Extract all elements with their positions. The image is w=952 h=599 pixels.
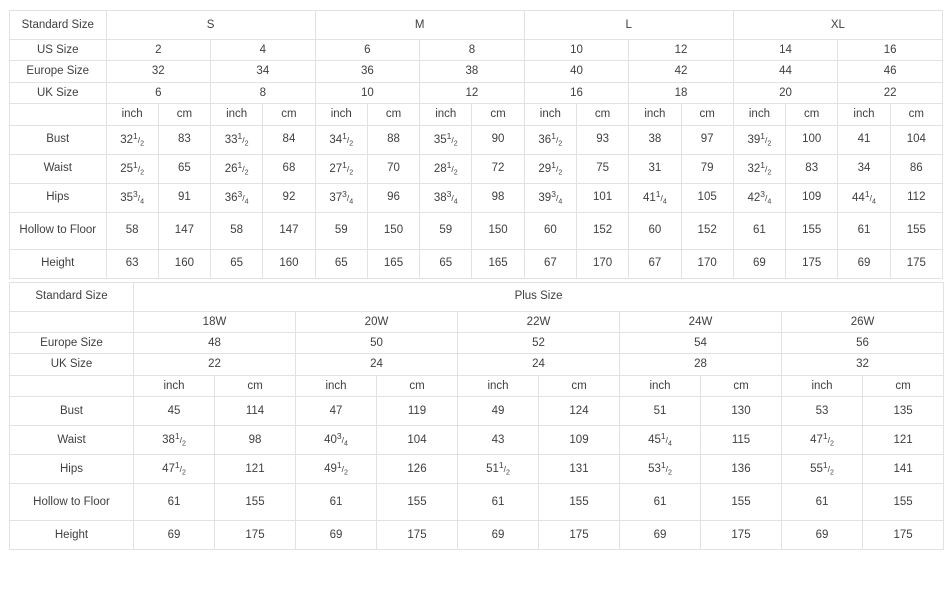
- table-row-units: [10, 104, 943, 125]
- table-row: [10, 397, 944, 426]
- measure-cell: 152: [576, 212, 628, 249]
- uk-size-cell: 8: [211, 82, 316, 103]
- measure-cell: 53: [782, 397, 863, 426]
- measure-cell: 47: [296, 397, 377, 426]
- measure-cell: 100: [786, 125, 838, 154]
- measure-cell: $37^3/_4$: [315, 183, 367, 212]
- measure-cell: $34^1/_2$: [315, 125, 367, 154]
- measure-cell: 109: [539, 426, 620, 455]
- measure-cell: $51^1/_2$: [458, 455, 539, 484]
- plus-size-24w: 24W: [620, 311, 782, 332]
- us-size-cell: 12: [629, 40, 734, 61]
- measure-cell: 175: [863, 521, 944, 550]
- measure-cell: 155: [890, 212, 942, 249]
- measure-cell: 63: [106, 249, 158, 278]
- table-row-plus-europe-size: [10, 332, 944, 353]
- uk-size-cell: 24: [296, 354, 458, 375]
- measure-cell: 170: [681, 249, 733, 278]
- measure-cell: 175: [215, 521, 296, 550]
- row-label-bust-plus: Bust: [10, 397, 134, 426]
- measure-cell: 104: [890, 125, 942, 154]
- measure-cell: 60: [629, 212, 681, 249]
- measure-cell: $49^1/_2$: [296, 455, 377, 484]
- unit-cm: cm: [701, 375, 782, 396]
- measure-cell: 155: [377, 484, 458, 521]
- measure-cell: $40^3/_4$: [296, 426, 377, 455]
- europe-size-cell: 36: [315, 61, 420, 82]
- measure-cell: 155: [863, 484, 944, 521]
- measure-cell: 165: [472, 249, 524, 278]
- measure-cell: 70: [367, 154, 419, 183]
- unit-cm: cm: [472, 104, 524, 125]
- measure-cell: $36^3/_4$: [211, 183, 263, 212]
- table-row-uk-size: [10, 82, 943, 103]
- unit-inch: inch: [211, 104, 263, 125]
- measure-cell: 59: [315, 212, 367, 249]
- unit-cm: cm: [158, 104, 210, 125]
- measure-cell: 61: [782, 484, 863, 521]
- table-row-plus-standard-size: [10, 282, 944, 311]
- measure-cell: 51: [620, 397, 701, 426]
- measure-cell: 136: [701, 455, 782, 484]
- measure-cell: $28^1/_2$: [420, 154, 472, 183]
- row-label-height: Height: [10, 249, 107, 278]
- measure-cell: 170: [576, 249, 628, 278]
- measure-cell: 175: [377, 521, 458, 550]
- unit-inch: inch: [524, 104, 576, 125]
- table-row-plus-units: [10, 375, 944, 396]
- measure-cell: $35^3/_4$: [106, 183, 158, 212]
- header-europe-size-plus: Europe Size: [10, 332, 134, 353]
- europe-size-cell: 34: [211, 61, 316, 82]
- table-row: [10, 154, 943, 183]
- us-size-cell: 2: [106, 40, 211, 61]
- row-label-waist-plus: Waist: [10, 426, 134, 455]
- measure-cell: 92: [263, 183, 315, 212]
- measure-cell: 65: [211, 249, 263, 278]
- measure-cell: $27^1/_2$: [315, 154, 367, 183]
- measure-cell: 175: [539, 521, 620, 550]
- measure-cell: 61: [458, 484, 539, 521]
- measure-cell: 101: [576, 183, 628, 212]
- row-label-waist: Waist: [10, 154, 107, 183]
- plus-size-18w: 18W: [134, 311, 296, 332]
- europe-size-cell: 50: [296, 332, 458, 353]
- measure-cell: 175: [701, 521, 782, 550]
- measure-cell: 38: [629, 125, 681, 154]
- table-row-plus-sizes: [10, 311, 944, 332]
- unit-inch: inch: [629, 104, 681, 125]
- measure-cell: 65: [420, 249, 472, 278]
- measure-cell: 135: [863, 397, 944, 426]
- measure-cell: 69: [458, 521, 539, 550]
- measure-cell: 59: [420, 212, 472, 249]
- measure-cell: $38^1/_2$: [134, 426, 215, 455]
- measure-cell: 83: [158, 125, 210, 154]
- group-size-s: S: [106, 11, 315, 40]
- measure-cell: 83: [786, 154, 838, 183]
- europe-size-cell: 38: [420, 61, 525, 82]
- regular-size-table: [9, 10, 943, 279]
- row-label-hips-plus: Hips: [10, 455, 134, 484]
- measure-cell: 84: [263, 125, 315, 154]
- measure-cell: 58: [106, 212, 158, 249]
- unit-inch: inch: [782, 375, 863, 396]
- header-standard-size: Standard Size: [10, 11, 107, 40]
- header-uk-size-plus: UK Size: [10, 354, 134, 375]
- measure-cell: 58: [211, 212, 263, 249]
- unit-cm: cm: [263, 104, 315, 125]
- plus-size-26w: 26W: [782, 311, 944, 332]
- measure-cell: 61: [296, 484, 377, 521]
- measure-cell: 72: [472, 154, 524, 183]
- measure-cell: 155: [215, 484, 296, 521]
- measure-cell: $45^1/_4$: [620, 426, 701, 455]
- units-empty-cell: [10, 104, 107, 125]
- measure-cell: 34: [838, 154, 890, 183]
- measure-cell: 69: [733, 249, 785, 278]
- measure-cell: $39^3/_4$: [524, 183, 576, 212]
- measure-cell: 45: [134, 397, 215, 426]
- unit-cm: cm: [890, 104, 942, 125]
- europe-size-cell: 44: [733, 61, 838, 82]
- measure-cell: 131: [539, 455, 620, 484]
- measure-cell: $32^1/_2$: [733, 154, 785, 183]
- us-size-cell: 6: [315, 40, 420, 61]
- unit-cm: cm: [863, 375, 944, 396]
- table-row: [10, 183, 943, 212]
- group-size-xl: XL: [733, 11, 942, 40]
- table-row: [10, 455, 944, 484]
- header-standard-size-plus: Standard Size: [10, 282, 134, 311]
- measure-cell: 112: [890, 183, 942, 212]
- us-size-cell: 10: [524, 40, 629, 61]
- us-size-cell: 14: [733, 40, 838, 61]
- unit-cm: cm: [576, 104, 628, 125]
- unit-inch: inch: [315, 104, 367, 125]
- table-row-standard-size: [10, 11, 943, 40]
- measure-cell: $39^1/_2$: [733, 125, 785, 154]
- measure-cell: 43: [458, 426, 539, 455]
- europe-size-cell: 42: [629, 61, 734, 82]
- table-row: [10, 521, 944, 550]
- measure-cell: 155: [701, 484, 782, 521]
- measure-cell: 150: [472, 212, 524, 249]
- measure-cell: $55^1/_2$: [782, 455, 863, 484]
- unit-inch: inch: [620, 375, 701, 396]
- uk-size-cell: 22: [838, 82, 943, 103]
- measure-cell: 96: [367, 183, 419, 212]
- measure-cell: 68: [263, 154, 315, 183]
- unit-inch: inch: [420, 104, 472, 125]
- measure-cell: 109: [786, 183, 838, 212]
- unit-cm: cm: [539, 375, 620, 396]
- us-size-cell: 4: [211, 40, 316, 61]
- measure-cell: $53^1/_2$: [620, 455, 701, 484]
- unit-inch: inch: [458, 375, 539, 396]
- europe-size-cell: 40: [524, 61, 629, 82]
- europe-size-cell: 54: [620, 332, 782, 353]
- measure-cell: 105: [681, 183, 733, 212]
- table-row-plus-uk-size: [10, 354, 944, 375]
- measure-cell: $29^1/_2$: [524, 154, 576, 183]
- table-row: [10, 426, 944, 455]
- measure-cell: 65: [315, 249, 367, 278]
- table-row-europe-size: [10, 61, 943, 82]
- measure-cell: 69: [838, 249, 890, 278]
- measure-cell: $44^1/_4$: [838, 183, 890, 212]
- plus-size-table: [9, 282, 944, 551]
- measure-cell: $47^1/_2$: [782, 426, 863, 455]
- measure-cell: 49: [458, 397, 539, 426]
- unit-inch: inch: [134, 375, 215, 396]
- measure-cell: $41^1/_4$: [629, 183, 681, 212]
- measure-cell: 67: [629, 249, 681, 278]
- uk-size-cell: 16: [524, 82, 629, 103]
- unit-cm: cm: [377, 375, 458, 396]
- measure-cell: 126: [377, 455, 458, 484]
- measure-cell: 104: [377, 426, 458, 455]
- measure-cell: $33^1/_2$: [211, 125, 263, 154]
- measure-cell: 114: [215, 397, 296, 426]
- measure-cell: 88: [367, 125, 419, 154]
- row-label-hollow-to-floor: Hollow to Floor: [10, 212, 107, 249]
- measure-cell: 152: [681, 212, 733, 249]
- group-size-m: M: [315, 11, 524, 40]
- row-label-hips: Hips: [10, 183, 107, 212]
- table-row: [10, 125, 943, 154]
- measure-cell: $32^1/_2$: [106, 125, 158, 154]
- measure-cell: 155: [786, 212, 838, 249]
- measure-cell: 115: [701, 426, 782, 455]
- uk-size-cell: 10: [315, 82, 420, 103]
- measure-cell: 130: [701, 397, 782, 426]
- header-us-size: US Size: [10, 40, 107, 61]
- unit-cm: cm: [681, 104, 733, 125]
- unit-cm: cm: [215, 375, 296, 396]
- plus-size-empty-cell: [10, 311, 134, 332]
- measure-cell: 165: [367, 249, 419, 278]
- measure-cell: 86: [890, 154, 942, 183]
- europe-size-cell: 48: [134, 332, 296, 353]
- uk-size-cell: 18: [629, 82, 734, 103]
- measure-cell: 121: [215, 455, 296, 484]
- measure-cell: $35^1/_2$: [420, 125, 472, 154]
- measure-cell: 31: [629, 154, 681, 183]
- europe-size-cell: 52: [458, 332, 620, 353]
- measure-cell: 69: [296, 521, 377, 550]
- measure-cell: 147: [263, 212, 315, 249]
- measure-cell: 147: [158, 212, 210, 249]
- header-europe-size: Europe Size: [10, 61, 107, 82]
- unit-inch: inch: [106, 104, 158, 125]
- measure-cell: 69: [782, 521, 863, 550]
- measure-cell: 91: [158, 183, 210, 212]
- measure-cell: 75: [576, 154, 628, 183]
- uk-size-cell: 32: [782, 354, 944, 375]
- measure-cell: 124: [539, 397, 620, 426]
- row-label-hollow-to-floor-plus: Hollow to Floor: [10, 484, 134, 521]
- table-row-us-size: [10, 40, 943, 61]
- measure-cell: 155: [539, 484, 620, 521]
- measure-cell: $47^1/_2$: [134, 455, 215, 484]
- group-plus-size: Plus Size: [134, 282, 944, 311]
- measure-cell: 61: [134, 484, 215, 521]
- measure-cell: 119: [377, 397, 458, 426]
- europe-size-cell: 46: [838, 61, 943, 82]
- uk-size-cell: 22: [134, 354, 296, 375]
- units-empty-cell: [10, 375, 134, 396]
- measure-cell: 160: [263, 249, 315, 278]
- measure-cell: 69: [620, 521, 701, 550]
- measure-cell: 93: [576, 125, 628, 154]
- table-row: [10, 249, 943, 278]
- group-size-l: L: [524, 11, 733, 40]
- measure-cell: 141: [863, 455, 944, 484]
- us-size-cell: 8: [420, 40, 525, 61]
- header-uk-size: UK Size: [10, 82, 107, 103]
- uk-size-cell: 12: [420, 82, 525, 103]
- measure-cell: 121: [863, 426, 944, 455]
- europe-size-cell: 56: [782, 332, 944, 353]
- row-label-bust: Bust: [10, 125, 107, 154]
- measure-cell: $25^1/_2$: [106, 154, 158, 183]
- unit-cm: cm: [786, 104, 838, 125]
- plus-size-22w: 22W: [458, 311, 620, 332]
- measure-cell: 69: [134, 521, 215, 550]
- measure-cell: 67: [524, 249, 576, 278]
- table-row: [10, 212, 943, 249]
- measure-cell: $42^3/_4$: [733, 183, 785, 212]
- unit-inch: inch: [296, 375, 377, 396]
- measure-cell: 61: [620, 484, 701, 521]
- measure-cell: 61: [838, 212, 890, 249]
- measure-cell: 175: [890, 249, 942, 278]
- measure-cell: 90: [472, 125, 524, 154]
- table-row: [10, 484, 944, 521]
- measure-cell: 98: [215, 426, 296, 455]
- measure-cell: 65: [158, 154, 210, 183]
- row-label-height-plus: Height: [10, 521, 134, 550]
- uk-size-cell: 6: [106, 82, 211, 103]
- us-size-cell: 16: [838, 40, 943, 61]
- unit-inch: inch: [733, 104, 785, 125]
- measure-cell: 175: [786, 249, 838, 278]
- measure-cell: 98: [472, 183, 524, 212]
- unit-inch: inch: [838, 104, 890, 125]
- measure-cell: 61: [733, 212, 785, 249]
- measure-cell: 150: [367, 212, 419, 249]
- measure-cell: $38^3/_4$: [420, 183, 472, 212]
- unit-cm: cm: [367, 104, 419, 125]
- measure-cell: 60: [524, 212, 576, 249]
- measure-cell: 97: [681, 125, 733, 154]
- plus-size-20w: 20W: [296, 311, 458, 332]
- uk-size-cell: 24: [458, 354, 620, 375]
- uk-size-cell: 20: [733, 82, 838, 103]
- measure-cell: $26^1/_2$: [211, 154, 263, 183]
- measure-cell: 79: [681, 154, 733, 183]
- uk-size-cell: 28: [620, 354, 782, 375]
- measure-cell: 41: [838, 125, 890, 154]
- europe-size-cell: 32: [106, 61, 211, 82]
- measure-cell: 160: [158, 249, 210, 278]
- measure-cell: $36^1/_2$: [524, 125, 576, 154]
